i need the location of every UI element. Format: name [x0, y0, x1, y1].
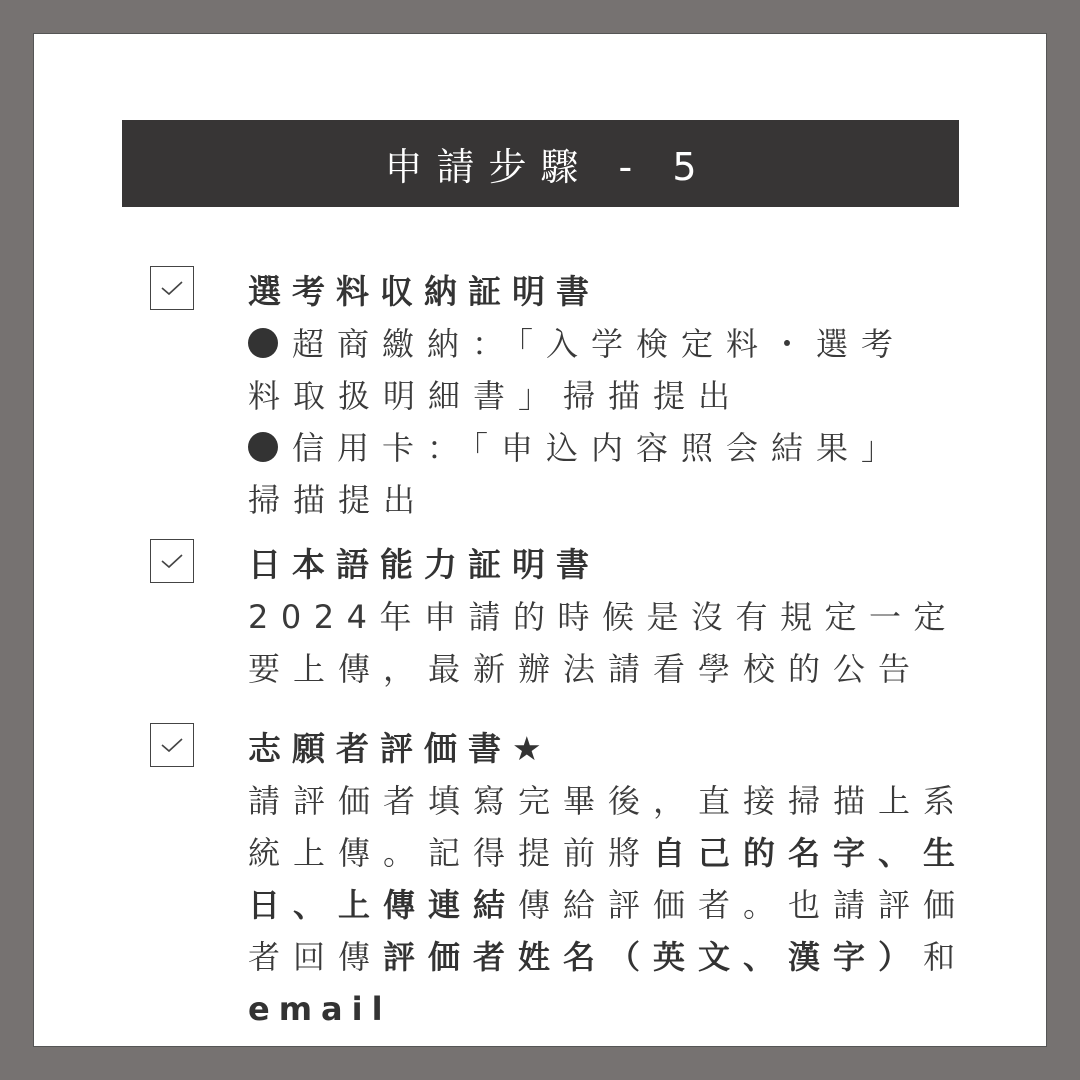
bullet-dot-icon	[248, 432, 278, 462]
item-text: 傳給評価者。也請評価	[518, 886, 969, 924]
item-text: 者回傳	[248, 938, 384, 976]
item-heading: 志願者評価書★	[248, 729, 553, 768]
item-text: 請評価者填寫完畢後，直接掃描上系	[248, 782, 969, 820]
bullet-dot-icon	[248, 328, 278, 358]
item-text: 要上傳，最新辦法請看學校的公告	[248, 650, 924, 688]
item-text-bold: 評価者姓名（英文、漢字）	[383, 938, 924, 976]
item-text-bold: 日、上傳連結	[248, 886, 519, 924]
item-text: 統上傳。記得提前將	[248, 834, 654, 872]
item-text: 2024年申請的時候是沒有規定一定	[248, 598, 958, 636]
item-heading: 日本語能力証明書	[248, 545, 600, 584]
item-heading: 選考料収納証明書	[248, 272, 600, 311]
checkbox-checked-icon	[150, 539, 194, 583]
item-text: 信用卡：「申込内容照会結果」	[292, 429, 907, 467]
checkbox-checked-icon	[150, 266, 194, 310]
page-title: 申請步驟 - 5	[122, 120, 959, 207]
item-text: 超商繳納：「入学検定料・選考	[292, 325, 907, 363]
item-text: 和	[923, 938, 969, 976]
item-text-bold: 自己的名字、生	[653, 834, 969, 872]
document-card	[33, 33, 1047, 1047]
checkbox-checked-icon	[150, 723, 194, 767]
item-text: 料取扱明細書」掃描提出	[248, 377, 744, 415]
item-text: 掃描提出	[248, 481, 429, 519]
item-text-bold: email	[248, 990, 392, 1028]
